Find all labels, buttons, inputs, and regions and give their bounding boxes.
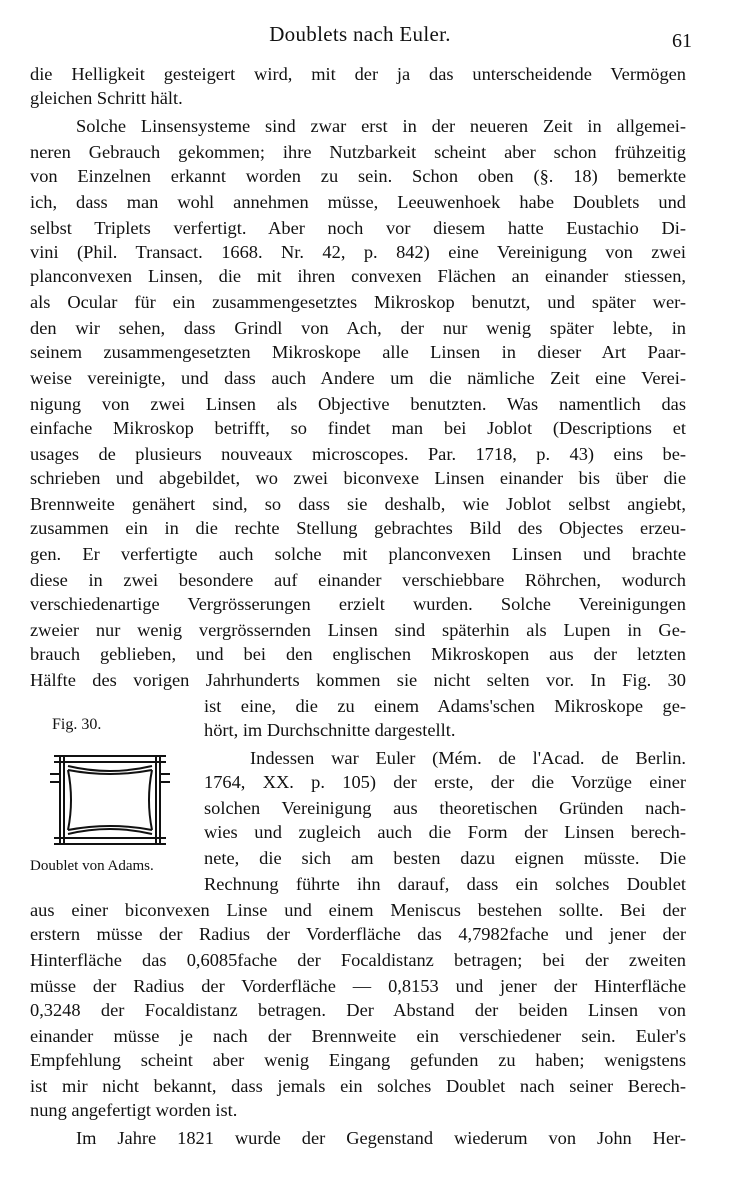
text-line: Empfehlung scheint aber wenig Eingang gefunden zu haben; wenigstens bbox=[30, 1050, 686, 1070]
text-line: gen. Er verfertigte auch solche mit planconvexen Linsen und brachte bbox=[30, 544, 686, 564]
text-line: den wir sehen, dass Grindl von Ach, der nur wenig später lebte, in bbox=[30, 318, 686, 338]
running-title: Doublets nach Euler. bbox=[269, 22, 451, 46]
text-line: wies und zugleich auch die Form der Linsen berech- bbox=[204, 822, 686, 842]
text-line: einfache Mikroskop betrifft, so findet man bei Joblot (Descriptions et bbox=[30, 418, 686, 438]
text-line: einander müsse je nach der Brennweite ein verschiedener sein. Euler's bbox=[30, 1026, 686, 1046]
text-line: ist eine, die zu einem Adams'schen Mikroskope ge- bbox=[204, 696, 686, 716]
text-line: planconvexen Linsen, die mit ihren convexen Flächen an einander stiessen, bbox=[30, 266, 686, 286]
figure-caption: Doublet von Adams. bbox=[30, 858, 154, 874]
text-line: Hälfte des vorigen Jahrhunderts kommen sie nicht selten vor. In Fig. 30 bbox=[30, 670, 686, 690]
text-line: diese in zwei besondere auf einander verschiebbare Röhrchen, wodurch bbox=[30, 570, 686, 590]
text-line: solchen Vereinigung aus theoretischen Gründen nach- bbox=[204, 798, 686, 818]
text-line: gleichen Schritt hält. bbox=[30, 88, 183, 108]
lens-top bbox=[68, 766, 152, 771]
text-line: aus einer biconvexen Linse und einem Meniscus bestehen sollte. Bei der bbox=[30, 900, 686, 920]
text-line: zusammen ein in die rechte Stellung gebrachtes Bild des Objectes erzeu- bbox=[30, 518, 686, 538]
text-line: brauch geblieben, und bei den englischen Mikroskopen aus der letzten bbox=[30, 644, 686, 664]
figure-label: Fig. 30. bbox=[52, 716, 102, 733]
text-line: Im Jahre 1821 wurde der Gegenstand wiederum von John Her- bbox=[76, 1128, 686, 1148]
text-line: Brennweite genähert sind, so dass sie deshalb, wie Joblot selbst angiebt, bbox=[30, 494, 686, 514]
text-line: 0,3248 der Focaldistanz betragen. Der Abstand der beiden Linsen von bbox=[30, 1000, 686, 1020]
text-line: zweier nur wenig vergrössernden Linsen sind späterhin als Lupen in Ge- bbox=[30, 620, 686, 640]
lens-bottom bbox=[68, 829, 152, 834]
text-line: Solche Linsensysteme sind zwar erst in der neueren Zeit in allgemei- bbox=[76, 116, 686, 136]
text-line: müsse der Radius der Vorderfläche — 0,8153 und jener der Hinterfläche bbox=[30, 976, 686, 996]
text-line: usages de plusieurs nouveaux microscopes. Par. 1718, p. 43) eins be- bbox=[30, 444, 686, 464]
text-line: schrieben und abgebildet, wo zwei biconvexe Linsen einander bis über die bbox=[30, 468, 686, 488]
text-line: von Einzelnen erkannt worden zu sein. Schon oben (§. 18) bemerkte bbox=[30, 166, 686, 186]
tube-right-flange bbox=[160, 774, 170, 782]
text-line: erstern müsse der Radius der Vorderfläche das 4,7982fache und jener der bbox=[30, 924, 686, 944]
text-line: Indessen war Euler (Mém. de l'Acad. de Berlin. bbox=[250, 748, 686, 768]
text-line: ich, dass man wohl annehmen müsse, Leeuwenhoek habe Doublets und bbox=[30, 192, 686, 212]
text-line: Hinterfläche das 0,6085fache der Focaldistanz betragen; bei der zweiten bbox=[30, 950, 686, 970]
text-line: die Helligkeit gesteigert wird, mit der ja das unterscheidende Vermögen bbox=[30, 64, 686, 84]
text-line: vini (Phil. Transact. 1668. Nr. 42, p. 842) eine Vereinigung von zwei bbox=[30, 242, 686, 262]
text-line: als Ocular für ein zusammengesetztes Mikroskop benutzt, und später wer- bbox=[30, 292, 686, 312]
text-line: hört, im Durchschnitte dargestellt. bbox=[204, 720, 456, 740]
page-number: 61 bbox=[672, 30, 692, 52]
doublet-diagram bbox=[24, 748, 184, 854]
text-line: nung angefertigt worden ist. bbox=[30, 1100, 238, 1120]
text-line: neren Gebrauch gekommen; ihre Nutzbarkeit scheint aber schon frühzeitig bbox=[30, 142, 686, 162]
text-line: weise vereinigte, und dass auch Andere um die nämliche Zeit eine Verei- bbox=[30, 368, 686, 388]
text-line: selbst Triplets verfertigt. Aber noch vor diesem hatte Eustachio Di- bbox=[30, 218, 686, 238]
text-line: seinem zusammengesetzten Mikroskope alle Linsen in dieser Art Paar- bbox=[30, 342, 686, 362]
text-line: verschiedenartige Vergrösserungen erzielt wurden. Solche Vereinigungen bbox=[30, 594, 686, 614]
text-line: Rechnung führte ihn darauf, dass ein solches Doublet bbox=[204, 874, 686, 894]
text-line: ist mir nicht bekannt, dass jemals ein solches Doublet nach seiner Berech- bbox=[30, 1076, 686, 1096]
text-line: nete, die sich am besten dazu eignen müsste. Die bbox=[204, 848, 686, 868]
tube-left-flange bbox=[50, 774, 60, 782]
page-header bbox=[30, 16, 690, 56]
text-line: 1764, XX. p. 105) der erste, der die Vorzüge einer bbox=[204, 772, 686, 792]
text-line: nigung von zwei Linsen als Objective benutzten. Was namentlich das bbox=[30, 394, 686, 414]
